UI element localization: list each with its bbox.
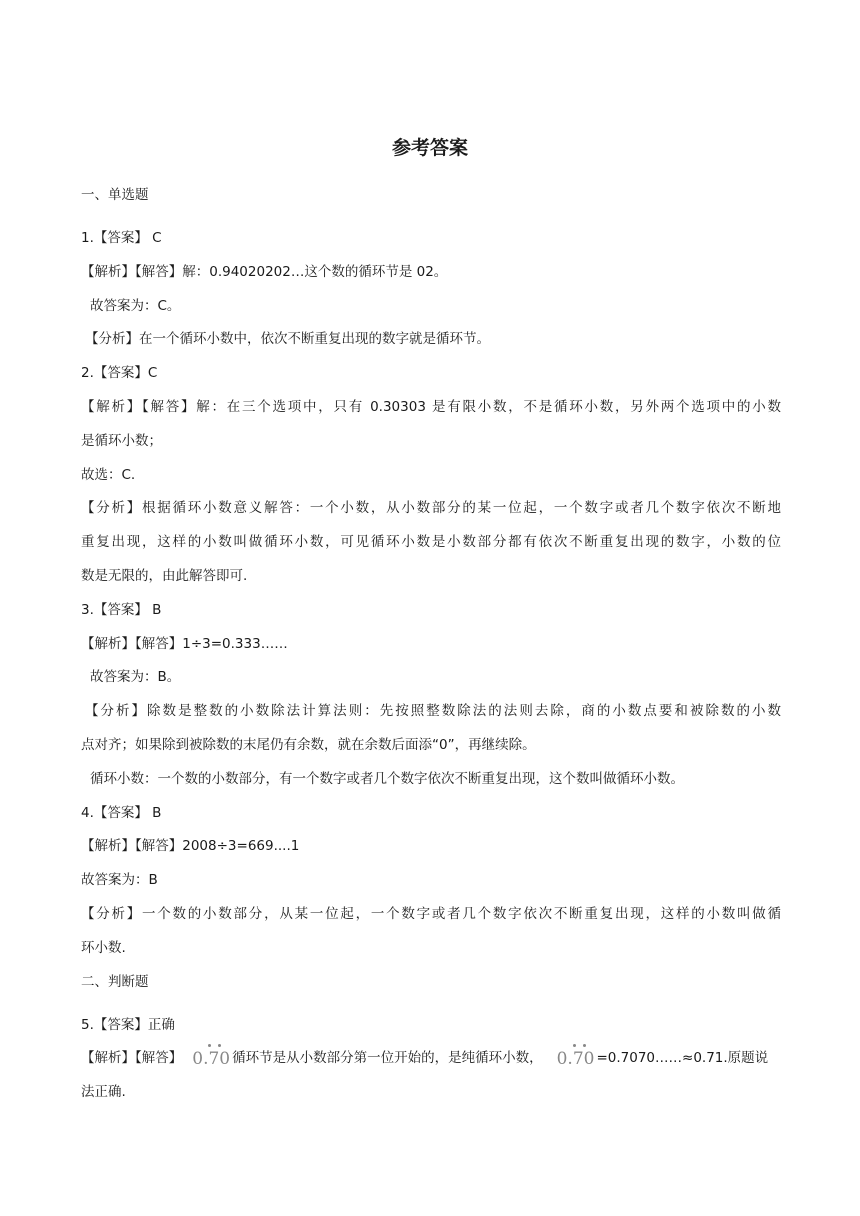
q4-explanation: 【解析】【解答】2008÷3=669....1 — [81, 838, 300, 854]
q1-explanation: 【解析】【解答】解：0.94020202…这个数的循环节是 02。 — [81, 264, 448, 280]
q3-analysis-line1: 【分析】除数是整数的小数除法计算法则：先按照整数除法的法则去除，商的小数点要和被除数的小数 — [85, 703, 781, 719]
page-title: 参考答案 — [391, 137, 468, 159]
q3-answer: 3.【答案】 B — [81, 602, 162, 618]
q5-explanation-line1 — [81, 1048, 781, 1069]
q2-answer: 2.【答案】C — [81, 365, 158, 381]
q5-answer: 5.【答案】正确 — [81, 1017, 175, 1033]
repeating-decimal-formula — [557, 1049, 595, 1069]
q5-explanation-line2: 法正确. — [81, 1084, 126, 1100]
repeating-decimal-formula — [192, 1049, 230, 1069]
q2-analysis-line2: 重复出现，这样的小数叫做循环小数，可见循环小数是小数部分都有依次不断重复出现的数字，小数的位 — [81, 534, 781, 550]
q4-answer: 4.【答案】 B — [81, 805, 162, 821]
q2-analysis-line1: 【分析】根据循环小数意义解答：一个小数，从小数部分的某一位起，一个数字或者几个数字依次不断地 — [81, 500, 781, 516]
q2-explanation-line1: 【解析】【解答】解：在三个选项中，只有 0.30303 是有限小数，不是循环小数，另外两个选项中的小数 — [81, 399, 781, 415]
q3-analysis-line3: 循环小数：一个数的小数部分，有一个数字或者几个数字依次不断重复出现，这个数叫做循环小数。 — [90, 771, 684, 787]
q4-analysis-line1: 【分析】一个数的小数部分，从某一位起，一个数字或者几个数字依次不断重复出现，这样的小数叫做循 — [81, 906, 781, 922]
repeating-decimal-digits: 0.70 — [192, 1049, 231, 1069]
q4-analysis-line2: 环小数. — [81, 940, 126, 956]
section-heading-true-false: 二、判断题 — [81, 974, 149, 990]
q2-explanation-line2: 是循环小数； — [81, 433, 162, 449]
q1-analysis: 【分析】在一个循环小数中，依次不断重复出现的数字就是循环节。 — [85, 331, 490, 347]
q2-result: 故选：C. — [81, 467, 136, 483]
q3-explanation: 【解析】【解答】1÷3=0.333…… — [81, 636, 288, 652]
q5-explanation-prefix: 【解析】【解答】 — [81, 1050, 183, 1066]
repeat-dots-icon — [192, 1044, 230, 1048]
q5-explanation-mid: 循环节是从小数部分第一位开始的，是纯循环小数， — [232, 1050, 543, 1066]
repeating-decimal-digits: 0.70 — [556, 1049, 595, 1069]
q2-analysis-line3: 数是无限的，由此解答即可. — [81, 568, 248, 584]
section-heading-single-choice: 一、单选题 — [81, 187, 149, 203]
q3-analysis-line2: 点对齐；如果除到被除数的末尾仍有余数，就在余数后面添“0”，再继续除。 — [81, 737, 536, 753]
repeat-dots-icon — [557, 1044, 595, 1048]
q1-answer: 1.【答案】 C — [81, 230, 162, 246]
q5-explanation-suffix: =0.7070……≈0.71.原题说 — [596, 1050, 769, 1066]
q1-result: 故答案为：C。 — [90, 298, 181, 314]
q3-result: 故答案为：B。 — [90, 669, 181, 685]
q4-result: 故答案为：B — [81, 872, 158, 888]
